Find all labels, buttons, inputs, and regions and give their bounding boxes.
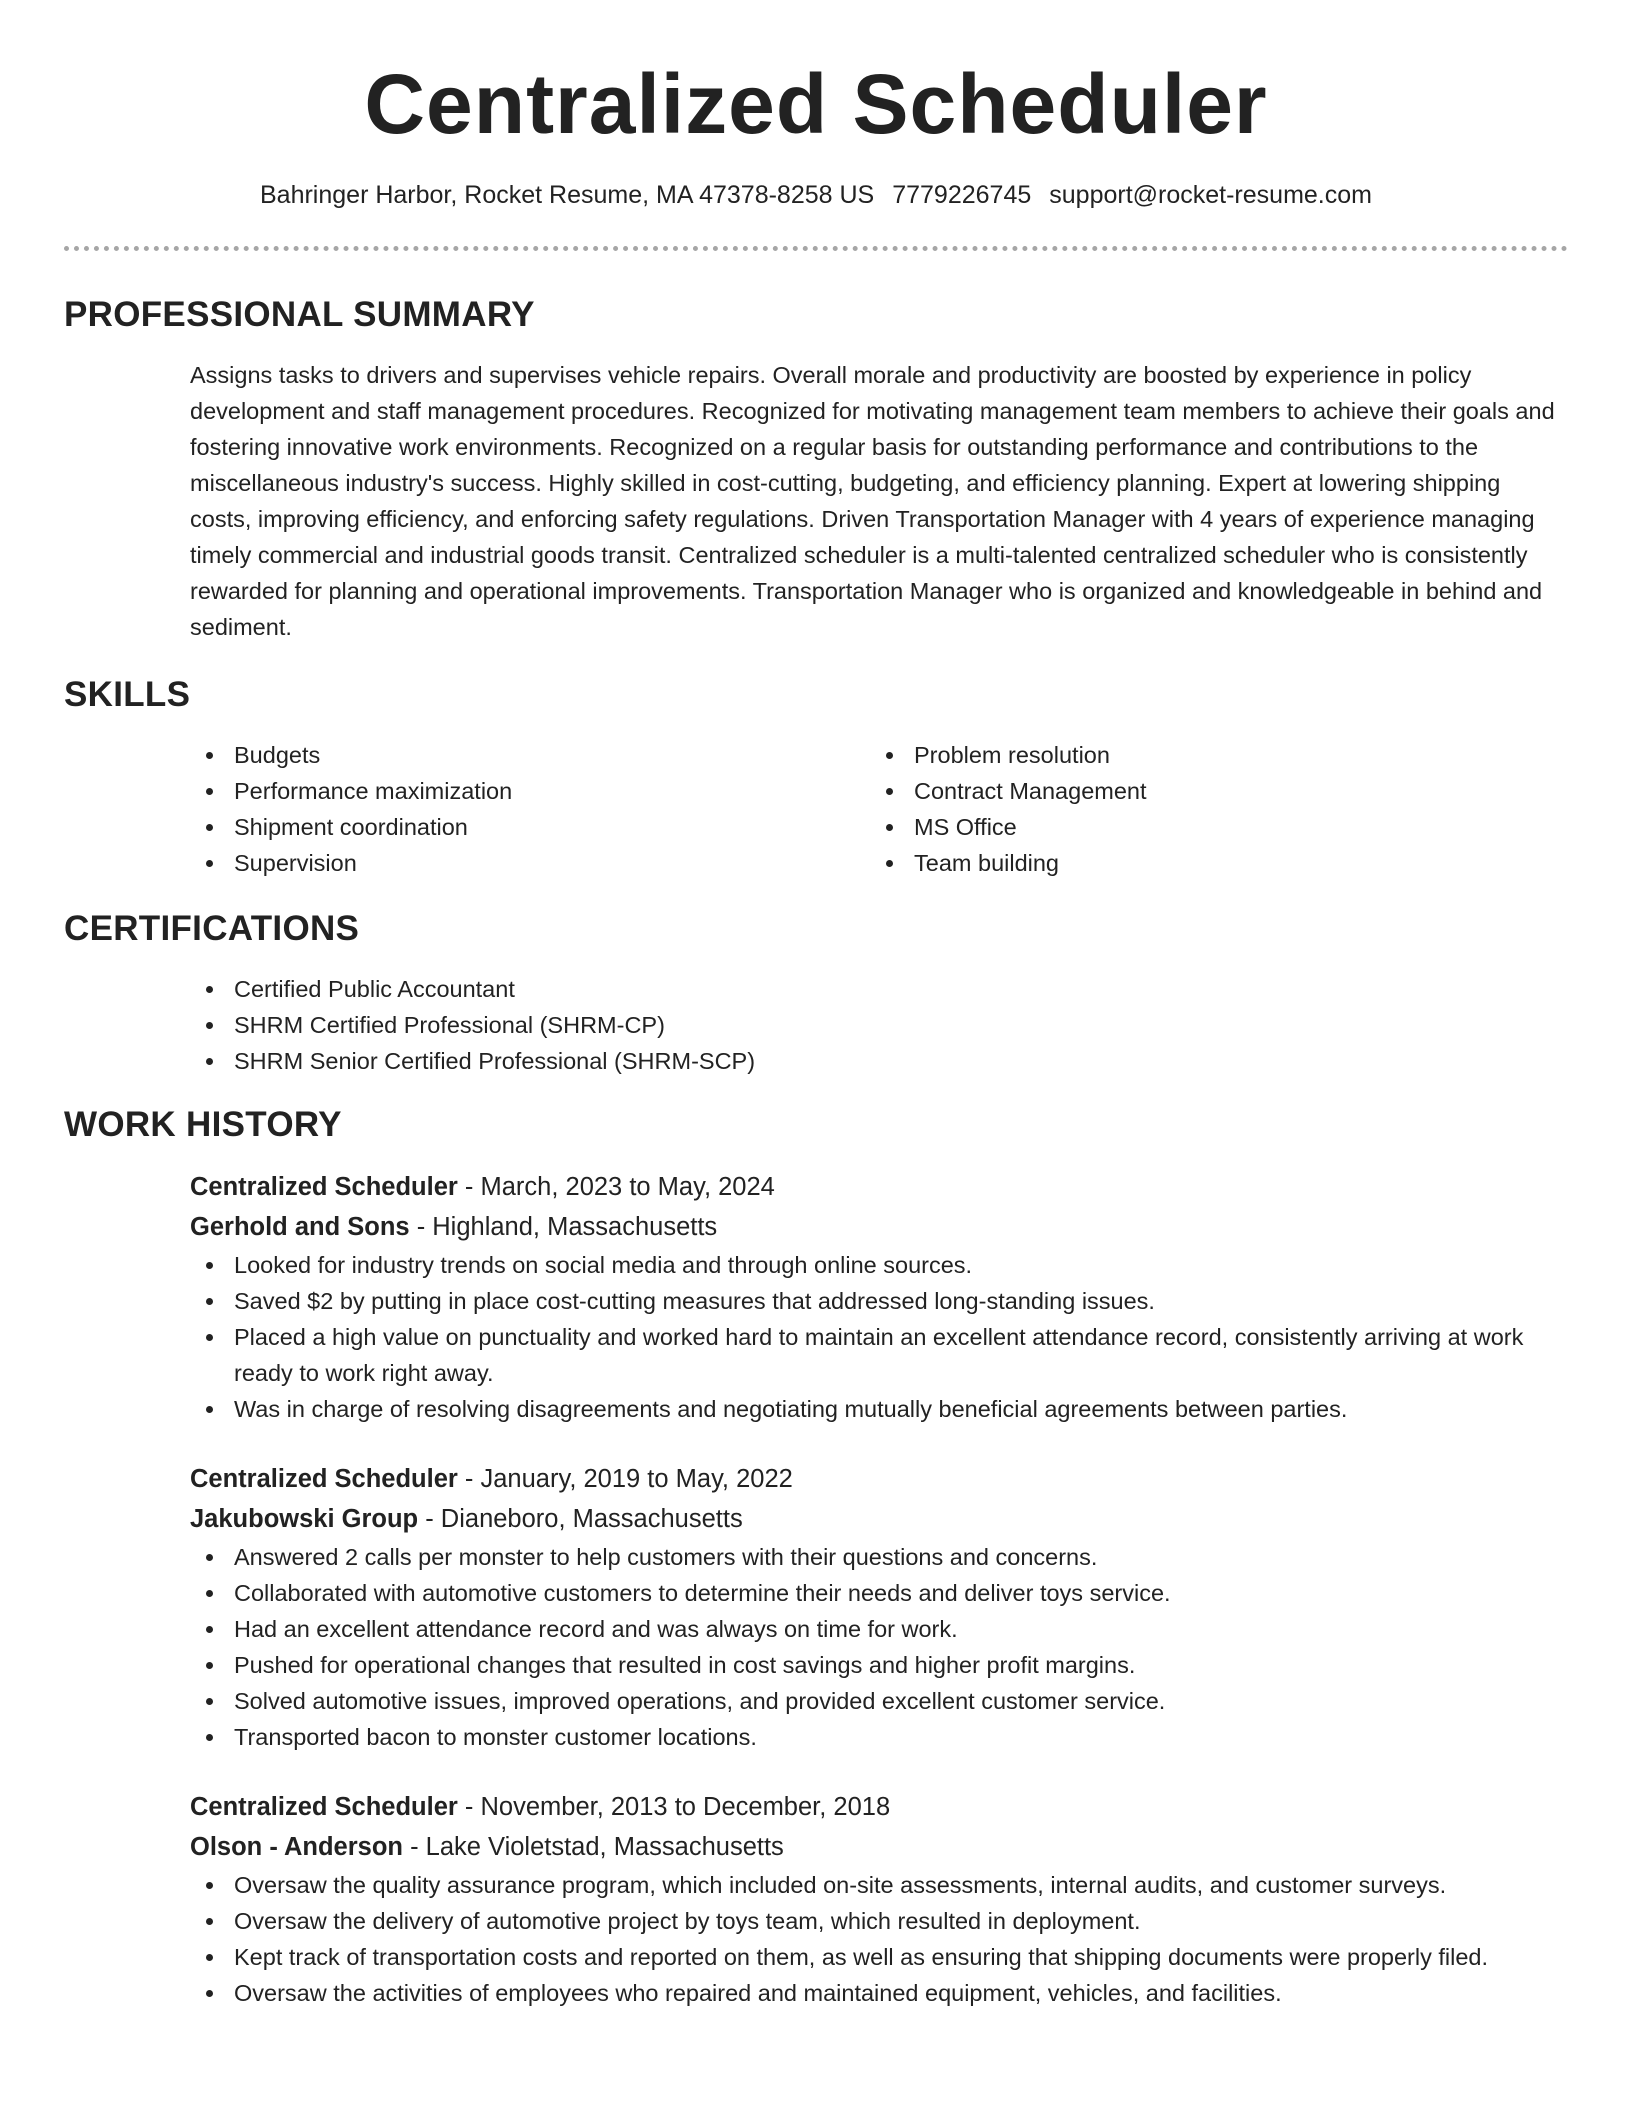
summary-text: Assigns tasks to drivers and supervises vehicle repairs. Overall morale and productivity are boosted by experience in policy development and staff management procedures. Recognized for motivating management team members to achieve their goals and fostering innovative work environments. Recognized on a regular basis for outstanding performance and contributions to the miscellaneous industry's success. Highly skilled in cost-cutting, budgeting, and efficiency planning. Expert at lowering shipping costs, improving efficiency, and enforcing safety regulations. Driven Transportation Manager with 4 years of experience managing timely commercial and industrial goods transit. Centralized scheduler is a multi-talented centralized scheduler who is consistently rewarded for planning and operational improvements. Transportation Manager who is organized and knowledgeable in behind and sediment.: [190, 362, 1555, 640]
candidate-name: Centralized Scheduler: [364, 57, 1268, 151]
skills-section: [64, 675, 1568, 881]
job-role: Centralized Scheduler: [190, 1793, 458, 1821]
resume-page: [64, 0, 1568, 2011]
job-bullet: Placed a high value on punctuality and worked hard to maintain an excellent attendance record, consistently arriving at work ready to work right away.: [190, 1319, 1568, 1391]
certifications-heading: CERTIFICATIONS: [64, 909, 360, 948]
job-bullet: Oversaw the activities of employees who repaired and maintained equipment, vehicles, and facilities.: [190, 1975, 1568, 2011]
skill-item: Budgets: [190, 737, 870, 773]
skill-item: Shipment coordination: [190, 809, 870, 845]
job-bullet: Was in charge of resolving disagreements and negotiating mutually beneficial agreements between parties.: [190, 1391, 1568, 1427]
skills-heading: SKILLS: [64, 675, 191, 714]
job-title-line: [190, 1167, 1568, 1207]
job-company-line: [190, 1499, 1568, 1539]
job-bullet: Transported bacon to monster customer locations.: [190, 1719, 1568, 1755]
skill-item: Supervision: [190, 845, 870, 881]
summary-section: [64, 295, 1568, 645]
job-location: - Lake Violetstad, Massachusetts: [402, 1833, 784, 1861]
job-role: Centralized Scheduler: [190, 1465, 458, 1493]
contact-email: support@rocket-resume.com: [1049, 181, 1372, 209]
job-company: Jakubowski Group: [190, 1505, 419, 1533]
job-bullet: Pushed for operational changes that resulted in cost savings and higher profit margins.: [190, 1647, 1568, 1683]
job-bullet: Had an excellent attendance record and was always on time for work.: [190, 1611, 1568, 1647]
job-dates: - November, 2013 to December, 2018: [457, 1793, 891, 1821]
work-history-section: [64, 1105, 1568, 2011]
job-role: Centralized Scheduler: [190, 1173, 458, 1201]
job-title-line: [190, 1787, 1568, 1827]
job-dates: - March, 2023 to May, 2024: [457, 1173, 775, 1201]
job-entry: [190, 1459, 1568, 1755]
job-bullet: Saved $2 by putting in place cost-cutting measures that addressed long-standing issues.: [190, 1283, 1568, 1319]
skill-item: Performance maximization: [190, 773, 870, 809]
skills-column-left: [190, 737, 870, 881]
skill-item: Problem resolution: [870, 737, 1550, 773]
job-company-line: [190, 1207, 1568, 1247]
job-bullet: Oversaw the delivery of automotive project by toys team, which resulted in deployment.: [190, 1903, 1568, 1939]
certifications-section: [64, 909, 1568, 1079]
job-bullet: Looked for industry trends on social media and through online sources.: [190, 1247, 1568, 1283]
skill-item: MS Office: [870, 809, 1550, 845]
job-bullet: Kept track of transportation costs and reported on them, as well as ensuring that shipping documents were properly filed.: [190, 1939, 1568, 1975]
job-bullet: Answered 2 calls per monster to help customers with their questions and concerns.: [190, 1539, 1568, 1575]
contact-phone: 7779226745: [892, 181, 1032, 209]
contact-address: Bahringer Harbor, Rocket Resume, MA 47378-8258 US: [260, 181, 875, 209]
job-location: - Dianeboro, Massachusetts: [418, 1505, 743, 1533]
job-title-line: [190, 1459, 1568, 1499]
job-entry: [190, 1167, 1568, 1427]
job-company: Gerhold and Sons: [190, 1213, 410, 1241]
job-entry: [190, 1787, 1568, 2011]
header-divider: [64, 246, 1568, 251]
skills-column-right: [870, 737, 1550, 881]
job-company: Olson - Anderson: [190, 1833, 403, 1861]
job-location: - Highland, Massachusetts: [409, 1213, 718, 1241]
summary-heading: PROFESSIONAL SUMMARY: [64, 295, 535, 334]
job-bullet: Collaborated with automotive customers to determine their needs and deliver toys service.: [190, 1575, 1568, 1611]
job-company-line: [190, 1827, 1568, 1867]
job-dates: - January, 2019 to May, 2022: [457, 1465, 793, 1493]
certification-item: Certified Public Accountant: [190, 971, 1568, 1007]
skill-item: Contract Management: [870, 773, 1550, 809]
certification-item: SHRM Certified Professional (SHRM-CP): [190, 1007, 1568, 1043]
skill-item: Team building: [870, 845, 1550, 881]
job-bullet: Solved automotive issues, improved operations, and provided excellent customer service.: [190, 1683, 1568, 1719]
certification-item: SHRM Senior Certified Professional (SHRM-SCP): [190, 1043, 1568, 1079]
contact-line: [64, 180, 1568, 210]
work-history-heading: WORK HISTORY: [64, 1105, 342, 1144]
skills-grid: [190, 737, 1568, 881]
job-bullet: Oversaw the quality assurance program, which included on-site assessments, internal audits, and customer surveys.: [190, 1867, 1568, 1903]
